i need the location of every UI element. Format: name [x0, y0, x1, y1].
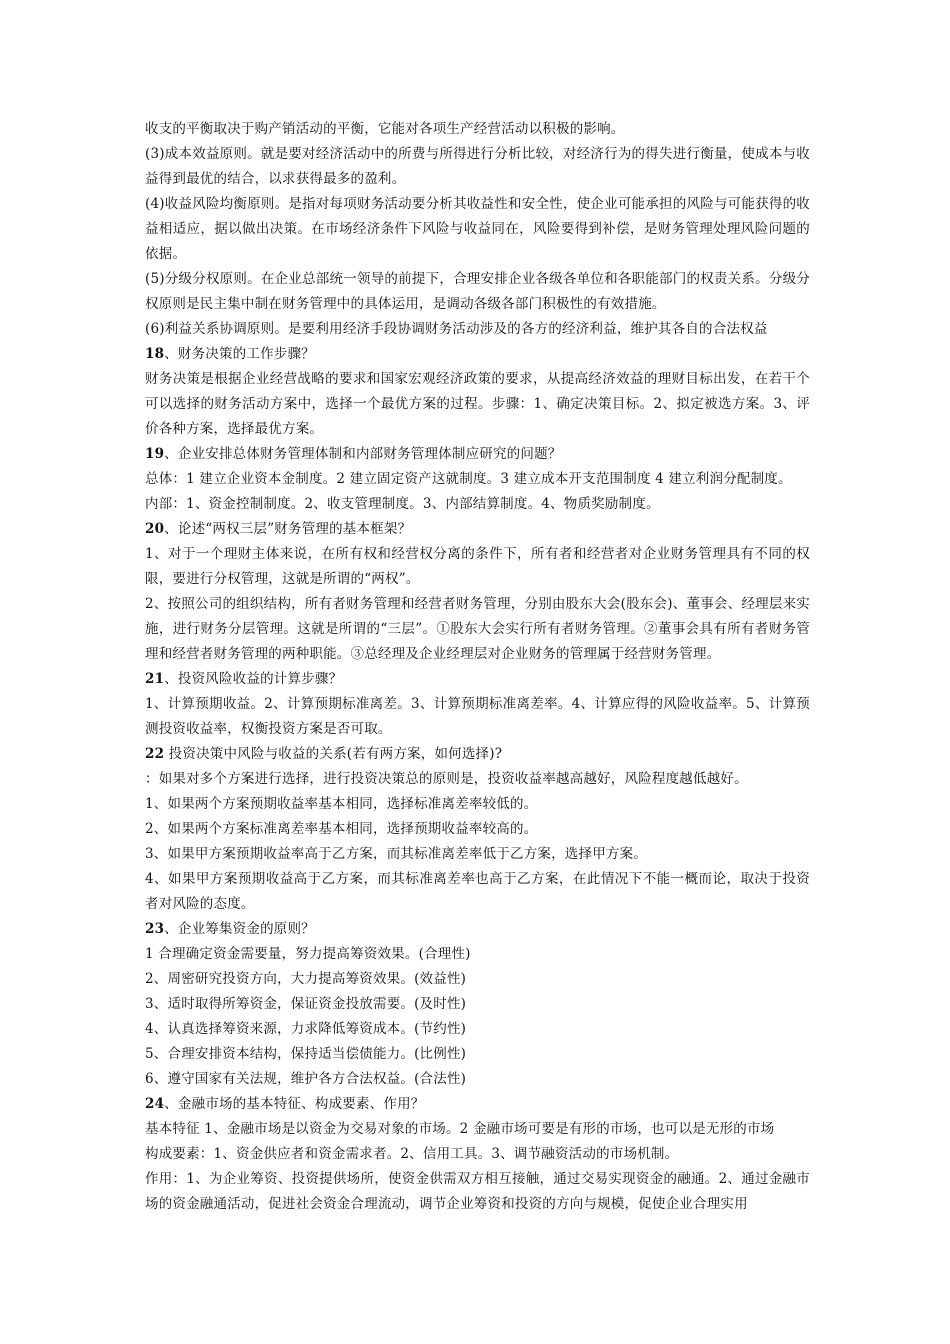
paragraph: (4)收益风险均衡原则。是指对每项财务活动要分析其收益性和安全性，使企业可能承担的风险与可能获得的收益相适应，据以做出决策。在市场经济条件下风险与收益同在，风险要得到补偿，是财务管理处理风险问题的依据。: [145, 196, 810, 262]
question-text: 、企业筹集资金的原则？: [164, 921, 315, 937]
answer-paragraph: 2、周密研究投资方向，大力提高筹资效果。(效益性): [145, 971, 467, 987]
question-heading: [145, 667, 810, 692]
question-number: 20: [145, 521, 165, 537]
answer-paragraph: 2、按照公司的组织结构，所有者财务管理和经营者财务管理，分别由股东大会(股东会)、董事会、经理层来实施，进行财务分层管理。这就是所谓的“三层”。①股东大会实行所有者财务管理。②董事会具有所有者财务管理和经营者财务管理的两种职能。③总经理及企业经理层对企业财务的管理属于经营财务管理。: [145, 596, 810, 662]
answer-paragraph: 4、如果甲方案预期收益高于乙方案，而其标准离差率也高于乙方案，在此情况下不能一概而论，取决于投资者对风险的态度。: [145, 871, 810, 912]
question-number: 21: [145, 671, 165, 687]
question-heading: [145, 517, 810, 542]
answer-paragraph: 总体：1 建立企业资本金制度。2 建立固定资产这就制度。3 建立成本开支范围制度 4 建立利润分配制度。: [145, 471, 792, 487]
question-heading: [145, 1092, 810, 1117]
question-number: 18: [145, 346, 165, 362]
question-text: 、企业安排总体财务管理体制和内部财务管理体制应研究的问题？: [164, 446, 562, 462]
answer-paragraph: ：如果对多个方案进行选择，进行投资决策总的原则是，投资收益率越高越好，风险程度越低越好。: [145, 771, 748, 787]
document-body: [145, 117, 810, 1217]
paragraph: (3)成本效益原则。就是要对经济活动中的所费与所得进行分析比较，对经济行为的得失进行衡量，使成本与收益得到最优的结合，以求获得最多的盈利。: [145, 146, 810, 187]
question-number: 23: [145, 921, 165, 937]
answer-paragraph: 3、如果甲方案预期收益率高于乙方案，而其标准离差率低于乙方案，选择甲方案。: [145, 846, 647, 862]
answer-paragraph: 3、适时取得所筹资金，保证资金投放需要。(及时性): [145, 996, 467, 1012]
question-heading: [145, 342, 810, 367]
answer-paragraph: 1、如果两个方案预期收益率基本相同，选择标准离差率较低的。: [145, 796, 538, 812]
question-number: 22: [145, 746, 165, 762]
question-text: 、金融市场的基本特征、构成要素、作用？: [164, 1096, 425, 1112]
answer-paragraph: 基本特征 1、金融市场是以资金为交易对象的市场。2 金融市场可要是有形的市场，也可以是无形的市场: [145, 1121, 775, 1137]
answer-paragraph: 1、对于一个理财主体来说，在所有权和经营权分离的条件下，所有者和经营者对企业财务管理具有不同的权限，要进行分权管理，这就是所谓的“两权”。: [145, 546, 810, 587]
answer-paragraph: 构成要素：1、资金供应者和资金需求者。2、信用工具。3、调节融资活动的市场机制。: [145, 1146, 679, 1162]
question-text: 、财务决策的工作步骤？: [164, 346, 315, 362]
question-text: 、投资风险收益的计算步骤？: [164, 671, 343, 687]
question-text: 、论述“两权三层”财务管理的基本框架？: [164, 521, 412, 537]
answer-paragraph: 5、合理安排资本结构，保持适当偿债能力。(比例性): [145, 1046, 467, 1062]
question-heading: [145, 442, 810, 467]
answer-paragraph: 6、遵守国家有关法规，维护各方合法权益。(合法性): [145, 1071, 467, 1087]
question-number: 19: [145, 446, 165, 462]
answer-paragraph: 1、计算预期收益。2、计算预期标准离差。3、计算预期标准离差率。4、计算应得的风险收益率。5、计算预测投资收益率，权衡投资方案是否可取。: [145, 696, 810, 737]
paragraph: (5)分级分权原则。在企业总部统一领导的前提下，合理安排企业各级各单位和各职能部门的权责关系。分级分权原则是民主集中制在财务管理中的具体运用，是调动各级各部门积极性的有效措施。: [145, 271, 810, 312]
answer-paragraph: 作用：1、为企业筹资、投资提供场所，使资金供需双方相互接触，通过交易实现资金的融通。2、通过金融市场的资金融通活动，促进社会资金合理流动，调节企业筹资和投资的方向与规模，促使企业合理实用: [145, 1171, 810, 1212]
answer-paragraph: 财务决策是根据企业经营战略的要求和国家宏观经济政策的要求，从提高经济效益的理财目标出发，在若干个可以选择的财务活动方案中，选择一个最优方案的过程。步骤：1、确定决策目标。2、拟定被选方案。3、评价各种方案，选择最优方案。: [145, 371, 810, 437]
question-heading: [145, 917, 810, 942]
question-heading: [145, 742, 810, 767]
answer-paragraph: 内部：1、资金控制制度。2、收支管理制度。3、内部结算制度。4、物质奖励制度。: [145, 496, 660, 512]
answer-paragraph: 4、认真选择筹资来源，力求降低筹资成本。(节约性): [145, 1021, 467, 1037]
question-number: 24: [145, 1096, 165, 1112]
paragraph: 收支的平衡取决于购产销活动的平衡，它能对各项生产经营活动以积极的影响。: [145, 121, 625, 137]
paragraph: (6)利益关系协调原则。是要利用经济手段协调财务活动涉及的各方的经济利益，维护其各自的合法权益: [145, 321, 768, 337]
answer-paragraph: 2、如果两个方案标准离差率基本相同，选择预期收益率较高的。: [145, 821, 538, 837]
answer-paragraph: 1 合理确定资金需要量，努力提高筹资效果。(合理性): [145, 946, 471, 962]
question-text: 投资决策中风险与收益的关系(若有两方案，如何选择)?: [164, 746, 503, 762]
